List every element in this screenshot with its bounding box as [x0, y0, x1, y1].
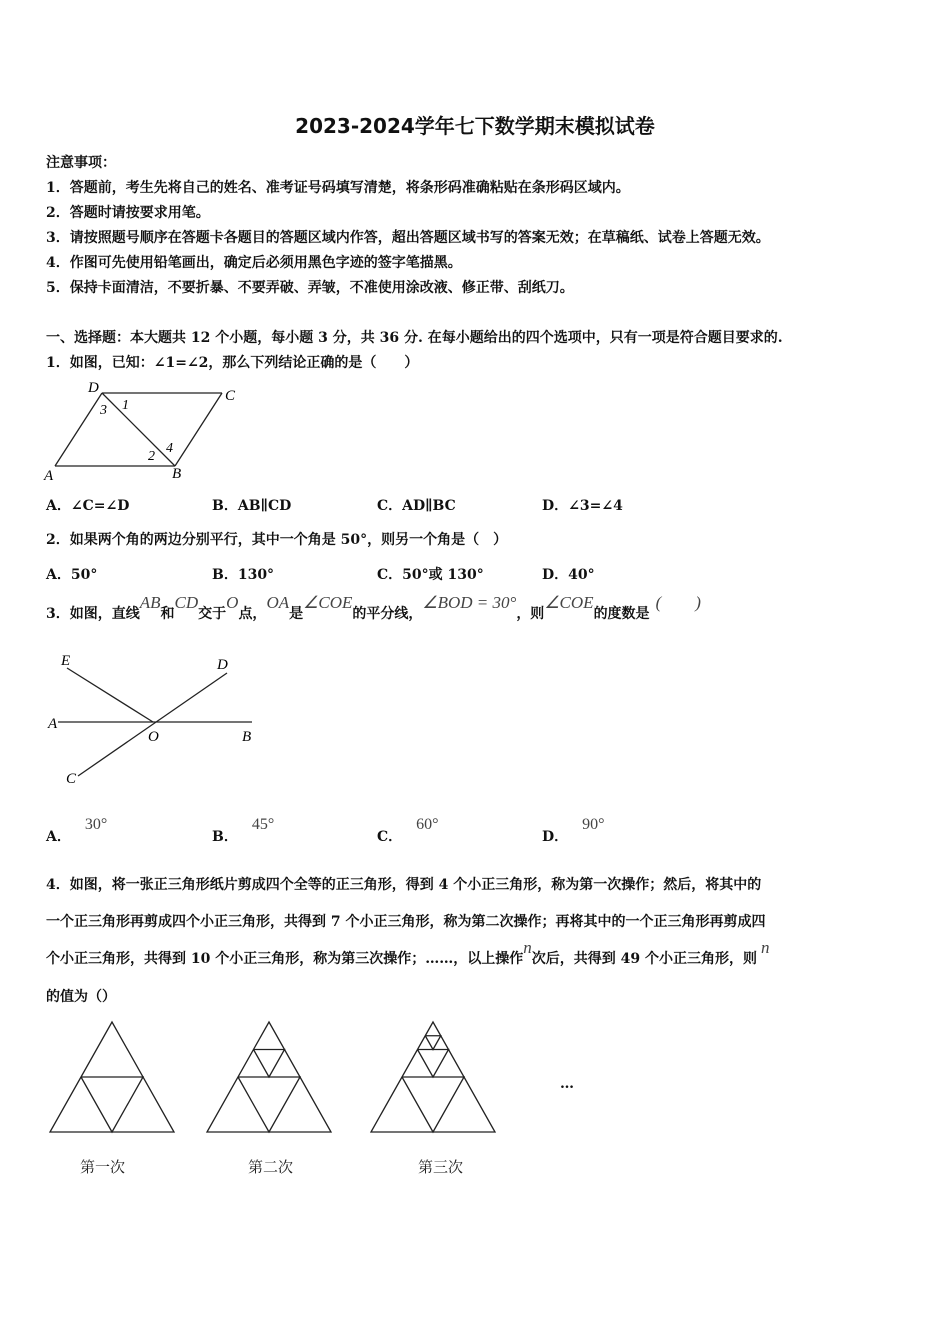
notice-item: 1．答题前，考生先将自己的姓名、准考证号码填写清楚，将条形码准确粘贴在条形码区域内。	[46, 180, 630, 196]
q1-option-a: A．∠C=∠D	[46, 498, 130, 514]
q1-option-b: B．AB∥CD	[212, 498, 292, 514]
angle-1: 1	[122, 398, 129, 413]
caption-third: 第三次	[418, 1158, 464, 1176]
label-e: E	[61, 653, 71, 669]
label-b: B	[172, 466, 182, 482]
angle-2: 2	[148, 449, 155, 464]
q4-ellipsis: …	[560, 1076, 574, 1092]
q2-option-c: C．50°或 130°	[377, 567, 484, 583]
q3-option-d: D．90°	[542, 816, 605, 845]
q2-option-b: B．130°	[212, 567, 275, 583]
q3-intersecting-lines-figure	[40, 648, 270, 788]
q4-stem-line1: 4．如图，将一张正三角形纸片剪成四个全等的正三角形，得到 4 个小正三角形，称为第一次操作；然后，将其中的	[46, 877, 762, 893]
q4-stem-line3: 个小正三角形，共得到 10 个小正三角形，称为第三次操作；……，以上操作n次后，共得到 49 个小正三角形，则n	[46, 938, 770, 967]
label-o: O	[148, 729, 159, 745]
q4-stem-line4: 的值为（）	[46, 989, 116, 1005]
q1-parallelogram-figure	[40, 378, 250, 483]
q2-stem: 2．如果两个角的两边分别平行，其中一个角是 50°，则另一个角是（ ）	[46, 532, 508, 548]
angle-4: 4	[166, 441, 173, 456]
q3-option-c: C．60°	[377, 816, 439, 845]
notice-item: 3．请按照题号顺序在答题卡各题目的答题区域内作答，超出答题区域书写的答案无效；在草稿纸、试卷上答题无效。	[46, 230, 770, 246]
label-b: B	[242, 729, 252, 745]
q3-stem: 3．如图，直线AB和CD交于O点，OA是∠COE的平分线，∠BOD = 30°，则∠COE的度数是( )	[46, 593, 701, 622]
label-c: C	[66, 771, 77, 787]
notice-item: 4．作图可先使用铅笔画出，确定后必须用黑色字迹的签字笔描黑。	[46, 255, 462, 271]
notice-item: 2．答题时请按要求用笔。	[46, 205, 210, 221]
caption-first: 第一次	[80, 1158, 126, 1176]
q3-option-b: B．45°	[212, 816, 275, 845]
section-heading: 一、选择题：本大题共 12 个小题，每小题 3 分，共 36 分. 在每小题给出的四个选项中，只有一项是符合题目要求的.	[46, 330, 783, 346]
label-c: C	[225, 388, 236, 404]
notice-item: 5．保持卡面清洁，不要折暴、不要弄破、弄皱，不准使用涂改液、修正带、刮纸刀。	[46, 280, 574, 296]
notice-heading: 注意事项：	[46, 155, 116, 171]
q2-option-a: A．50°	[46, 567, 98, 583]
label-a: A	[48, 716, 58, 732]
page-title: 2023-2024学年七下数学期末模拟试卷	[295, 114, 655, 138]
label-d: D	[217, 657, 228, 673]
q2-option-d: D．40°	[542, 567, 595, 583]
q3-option-a: A．30°	[46, 816, 108, 845]
q1-option-c: C．AD∥BC	[377, 498, 456, 514]
q1-option-d: D．∠3=∠4	[542, 498, 623, 514]
label-a: A	[44, 468, 54, 483]
label-d: D	[88, 380, 99, 396]
q4-stem-line2: 一个正三角形再剪成四个小正三角形，共得到 7 个小正三角形，称为第二次操作；再将其中的一个正三角形再剪成四	[46, 914, 766, 930]
angle-3: 3	[100, 403, 107, 418]
q1-stem: 1．如图，已知：∠1=∠2，那么下列结论正确的是（ ）	[46, 355, 419, 371]
q4-triangle-figures	[40, 1010, 560, 1140]
caption-second: 第二次	[248, 1158, 294, 1176]
